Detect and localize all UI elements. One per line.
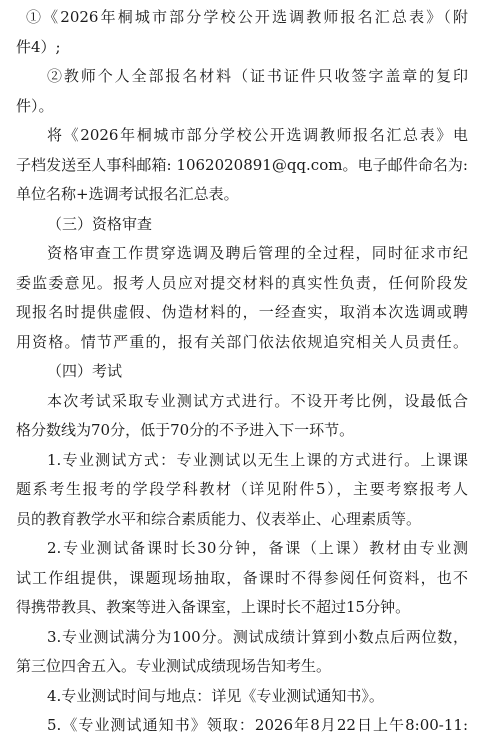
text-line: 试工作组提供，课题现场抽取，备课时不得参阅任何资料，也不 xyxy=(16,568,468,587)
text-line: 委监委意见。报考人员应对提交材料的真实性负责，任何阶段发 xyxy=(16,273,468,292)
text-line: 现报名时提供虚假、伪造材料的，一经查实，取消本次选调或聘 xyxy=(16,303,468,321)
text-line: 员的教育教学水平和综合素质能力、仪表举止、心理素质等。 xyxy=(16,509,422,528)
text-line: 将《2026年桐城市部分学校公开选调教师报名汇总表》电 xyxy=(47,126,468,144)
text-line: 单位名称+选调考试报名汇总表。 xyxy=(16,185,239,203)
text-line: （三）资格审查 xyxy=(47,214,153,233)
document-page xyxy=(16,3,468,741)
text-line: 1.专业测试方式：专业测试以无生上课的方式进行。上课课 xyxy=(47,450,468,469)
text-line: 件4）; xyxy=(16,37,61,56)
text-line: （四）考试 xyxy=(47,362,123,380)
text-line: ②教师个人全部报名材料（证书证件只收签字盖章的复印 xyxy=(47,67,468,85)
text-line: 件）。 xyxy=(16,96,54,115)
text-line: 资格审查工作贯穿选调及聘后管理的全过程，同时征求市纪 xyxy=(47,244,468,262)
text-line: 2.专业测试备课时长30分钟，备课（上课）教材由专业测 xyxy=(47,539,468,557)
text-line: 用资格。情节严重的，报有关部门依法依规追究相关人员责任。 xyxy=(16,332,468,351)
text-line: 3.专业测试满分为100分。测试成绩计算到小数点后两位数， xyxy=(47,627,468,646)
text-line: 4.专业测试时间与地点：详见《专业测试通知书》。 xyxy=(47,686,384,705)
text-line: 第三位四舍五入。专业测试成绩现场告知考生。 xyxy=(16,657,332,675)
text-line: 子档发送至人事科邮箱: 1062020891@qq.com。电子邮件命名为: xyxy=(16,155,468,174)
text-line: 5.《专业测试通知书》领取：2026年8月22日上午8:00-11: xyxy=(47,716,468,734)
text-line: 题系考生报考的学段学科教材（详见附件5），主要考察报考人 xyxy=(16,480,468,498)
text-line: 本次考试采取专业测试方式进行。不设开考比例，设最低合 xyxy=(47,391,468,410)
text-line: 格分数线为70分，低于70分的不予进入下一环节。 xyxy=(16,421,355,439)
text-line: 得携带教具、教案等进入备课室，上课时长不超过15分钟。 xyxy=(16,598,411,616)
text-line: ①《2026年桐城市部分学校公开选调教师报名汇总表》（附 xyxy=(26,8,468,26)
